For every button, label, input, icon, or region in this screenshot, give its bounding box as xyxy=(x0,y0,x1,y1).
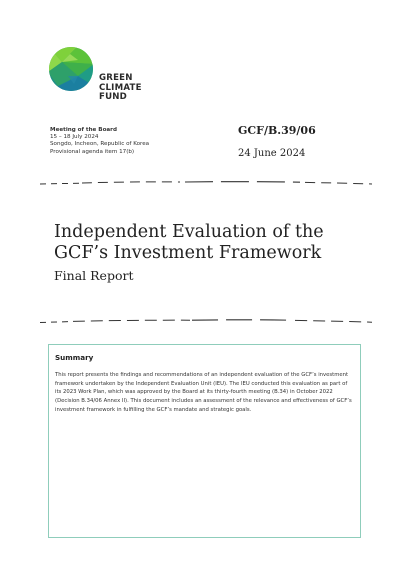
summary-box xyxy=(48,344,361,538)
document-date: 24 June 2024 xyxy=(238,148,306,159)
meeting-agenda: Provisional agenda item 17(b) xyxy=(50,148,135,155)
meeting-info xyxy=(50,127,149,156)
page-subtitle: Final Report xyxy=(54,268,134,283)
logo-wordmark xyxy=(99,74,142,103)
gcf-logo xyxy=(48,46,168,116)
summary-body: This report presents the findings and recommendations of an independent evaluation of the GCF’s investment framework undertaken by the Independent Evaluation Unit (IEU). The IEU conducted this evaluation as part of its 2023 Work Plan, which was approved by the Board at its thirty-fourth meeting (B.34) in October 2022 (Decision B.34/06 Annex II). This document includes an assessment of the relevance and effectiveness of GCF’s investment framework in fulfilling the GCF’s mandate and strategic goals. xyxy=(55,372,352,413)
document-reference xyxy=(238,124,316,159)
summary-heading: Summary xyxy=(55,353,94,362)
meeting-title: Meeting of the Board xyxy=(50,127,117,133)
bottom-divider xyxy=(40,318,372,324)
globe-icon xyxy=(48,46,94,92)
document-code: GCF/B.39/06 xyxy=(238,124,316,137)
meeting-location: Songdo, Incheon, Republic of Korea xyxy=(50,141,150,148)
top-divider xyxy=(40,180,372,186)
logo-line-green: GREEN xyxy=(99,73,133,83)
logo-line-fund: FUND xyxy=(99,92,127,102)
meeting-dates: 15 – 18 July 2024 xyxy=(50,134,99,141)
page-title: Independent Evaluation of the GCF’s Investment Framework xyxy=(54,222,324,263)
logo-line-climate: CLIMATE xyxy=(99,82,142,93)
